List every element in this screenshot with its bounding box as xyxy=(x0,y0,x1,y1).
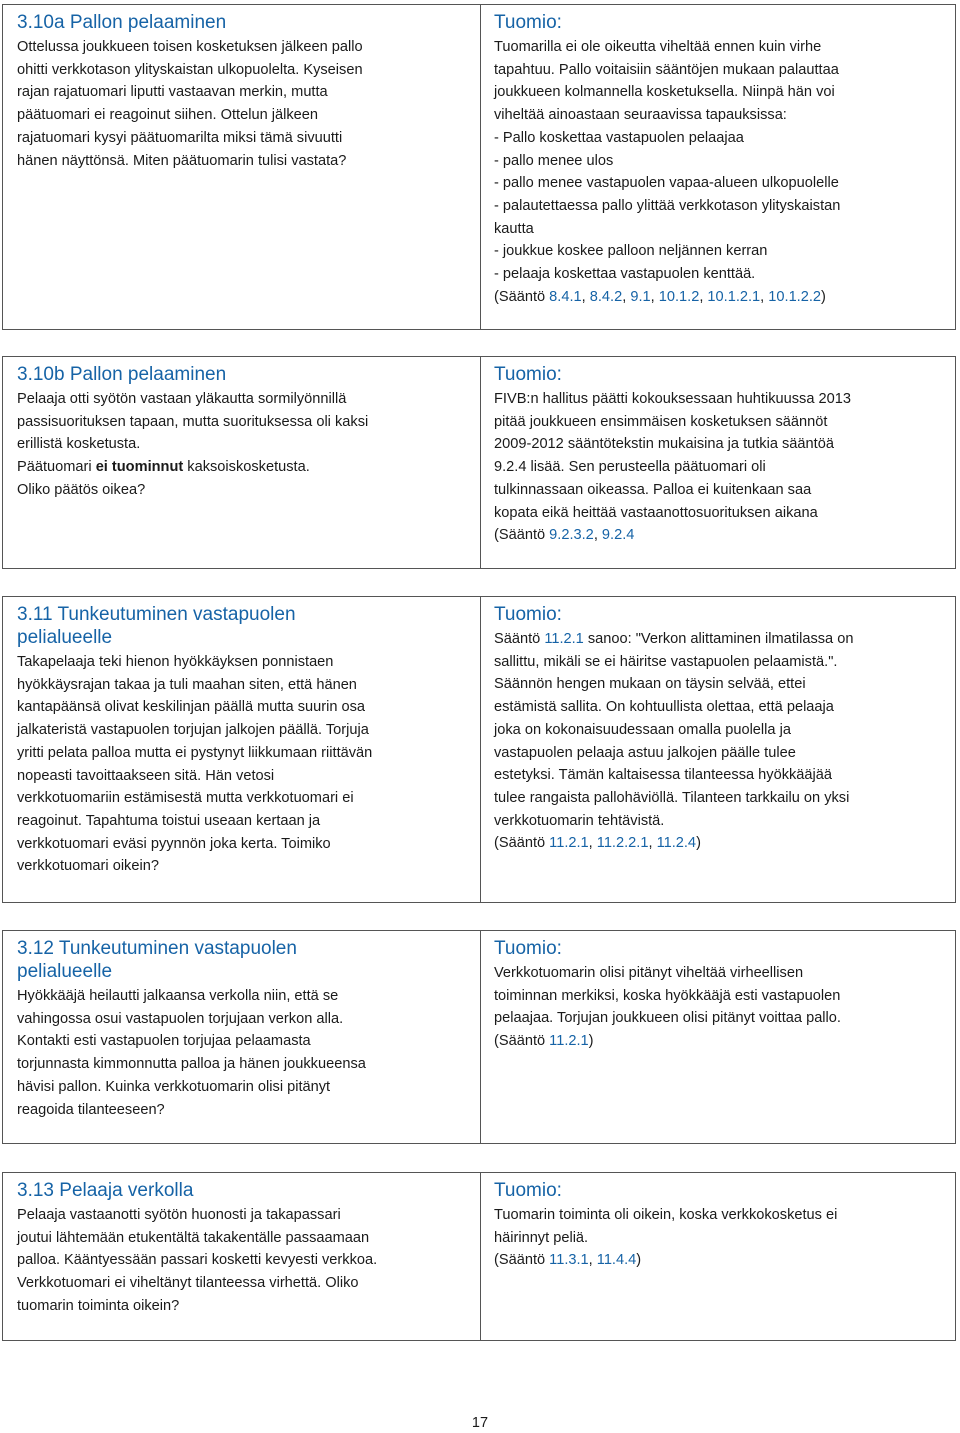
answer-line: 9.2.4 lisää. Sen perusteella päätuomari oli xyxy=(494,459,766,476)
answer-line: Verkkotuomarin olisi pitänyt viheltää virheellisen xyxy=(494,965,804,981)
page-number: 17 xyxy=(471,1415,489,1431)
answer-heading: Tuomio: xyxy=(494,12,562,33)
rule-link: 8.4.2 xyxy=(589,288,623,305)
answer-line: vastapuolen pelaaja astuu jalkojen päälle tulee xyxy=(494,744,796,761)
answer-line: estämistä sallita. On kohtuullista olettaa, että pelaaja xyxy=(494,699,834,716)
question-line: tuomarin toiminta oikein? xyxy=(17,1297,180,1314)
case-number: 3.10a xyxy=(17,12,65,33)
question-column xyxy=(3,1173,481,1340)
answer-line: Tuomarin toiminta oli oikein, koska verkkokosketus ei xyxy=(494,1207,838,1223)
question-line: vahingossa osui vastapuolen torjujaan verkon alla. xyxy=(17,1010,344,1027)
case-3-10b xyxy=(2,356,956,569)
answer-line: joukkueen kolmannella kosketuksella. Niinpä hän voi xyxy=(494,84,835,101)
question-line: Pelaaja otti syötön vastaan yläkautta sormilyönnillä xyxy=(17,391,347,407)
answer-line: 2009-2012 sääntötekstin mukaisina ja tutkia sääntöä xyxy=(494,436,834,453)
rule-link: 11.2.2.1 xyxy=(596,835,649,852)
answer-line: - pallo menee ulos xyxy=(494,152,614,169)
question-line: Verkkotuomari ei viheltänyt tilanteessa virhettä. Oliko xyxy=(17,1275,359,1292)
answer-line: häirinnyt peliä. xyxy=(494,1229,589,1246)
rule-link: 11.2.1 xyxy=(544,631,584,647)
answer-line: pitää joukkueen ensimmäisen kosketuksen säännöt xyxy=(494,413,828,430)
answer-column xyxy=(481,931,955,1143)
answer-line: Sääntö 11.2.1 sanoo: "Verkon alittaminen ilmatilassa on xyxy=(494,631,854,647)
question-line: passisuorituksen tapaan, mutta suorituksessa oli kaksi xyxy=(17,413,369,430)
answer-text xyxy=(494,388,941,547)
question-text xyxy=(17,388,466,502)
rule-link: 9.2.3.2 xyxy=(549,527,594,544)
rule-reference-line: (Sääntö 11.2.1, 11.2.2.1, 11.2.4) xyxy=(494,835,701,852)
case-3-10a xyxy=(2,4,956,330)
question-line: joutui lähtemään etukentältä takakentälle passaamaan xyxy=(17,1229,370,1246)
question-line: Takapelaaja teki hienon hyökkäyksen ponnistaen xyxy=(17,654,334,670)
question-line: hävisi pallon. Kuinka verkkotuomarin olisi pitänyt xyxy=(17,1078,331,1095)
question-line: hyökkäysrajan takaa ja tuli maahan siten, että hänen xyxy=(17,676,357,693)
case-title-text: pelialueelle xyxy=(17,961,113,982)
answer-column xyxy=(481,5,955,329)
question-line: Pelaaja vastaanotti syötön huonosti ja takapassari xyxy=(17,1207,341,1223)
answer-line: - Pallo koskettaa vastapuolen pelaajaa xyxy=(494,129,744,146)
answer-text xyxy=(494,1204,941,1272)
case-title-text: Tunkeutuminen vastapuolen xyxy=(57,604,296,625)
answer-line: Säännön hengen mukaan on täysin selvää, ettei xyxy=(494,676,806,693)
question-line: reagoida tilanteeseen? xyxy=(17,1101,165,1118)
answer-line: verkkotuomarin tehtävistä. xyxy=(494,812,665,829)
answer-column xyxy=(481,357,955,568)
question-column xyxy=(3,597,481,902)
question-line: Oliko päätös oikea? xyxy=(17,481,146,498)
question-line: nopeasti tavoittaakseen sitä. Hän vetosi xyxy=(17,767,275,784)
question-line: jalkateristä vastapuolen torjujan jalkojen päällä. Torjuja xyxy=(17,722,369,739)
question-line: verkkotuomariin estämisestä mutta verkkotuomari ei xyxy=(17,790,354,807)
rule-link: 10.1.2.2 xyxy=(768,288,822,305)
answer-line: tulee rangaista pallohäviöllä. Tilanteen tarkkailu on yksi xyxy=(494,789,850,806)
rule-link: 8.4.1 xyxy=(549,288,582,305)
question-line: Ottelussa joukkueen toisen kosketuksen jälkeen pallo xyxy=(17,39,363,55)
answer-line: viheltää ainoastaan seuraavissa tapauksissa: xyxy=(494,107,787,124)
answer-line: - palautettaessa pallo ylittää verkkotason ylityskaistan xyxy=(494,197,841,214)
case-title-text: Pallon pelaaminen xyxy=(69,12,227,33)
case-number: 3.13 xyxy=(17,1180,54,1201)
answer-heading: Tuomio: xyxy=(494,364,562,385)
rule-link: 11.2.4 xyxy=(656,835,697,852)
question-line: verkkotuomari oikein? xyxy=(17,858,159,875)
rule-link: 9.2.4 xyxy=(601,527,635,544)
question-text xyxy=(17,651,466,878)
question-line: erillistä kosketusta. xyxy=(17,436,141,453)
question-line: torjunnasta kimmonnutta palloa ja hänen joukkueensa xyxy=(17,1056,366,1073)
question-column xyxy=(3,5,481,329)
case-3-12 xyxy=(2,930,956,1144)
case-title-text: Pelaaja verkolla xyxy=(59,1180,194,1201)
question-text xyxy=(17,1204,466,1318)
answer-line: - pallo menee vastapuolen vapaa-alueen ulkopuolelle xyxy=(494,175,839,192)
rule-link: 11.2.1 xyxy=(549,1033,589,1050)
question-line: Kontakti esti vastapuolen torjujaa pelaamasta xyxy=(17,1033,311,1050)
question-line: rajatuomari kysyi päätuomarilta miksi tämä sivuutti xyxy=(17,129,343,146)
answer-line: - joukkue koskee palloon neljännen kerran xyxy=(494,243,768,260)
question-line: rajan rajatuomari liputti vastaavan merkin, mutta xyxy=(17,84,328,101)
question-text xyxy=(17,36,466,172)
answer-line: FIVB:n hallitus päätti kokouksessaan huhtikuussa 2013 xyxy=(494,391,851,407)
case-title-text: pelialueelle xyxy=(17,627,113,648)
rule-link: 11.3.1 xyxy=(549,1252,589,1269)
answer-line: Tuomarilla ei ole oikeutta viheltää ennen kuin virhe xyxy=(494,39,822,55)
question-line: ohitti verkkotason ylityskaistan ulkopuolelta. Kyseisen xyxy=(17,61,363,78)
rule-link: 10.1.2 xyxy=(658,288,700,305)
answer-line: - pelaaja koskettaa vastapuolen kenttää. xyxy=(494,266,756,283)
answer-line: kopata eikä heittää vastaanottosuorituksen aikana xyxy=(494,504,818,521)
emphasis: ei tuominnut xyxy=(95,459,184,476)
answer-text xyxy=(494,628,941,855)
rule-link: 11.4.4 xyxy=(596,1252,637,1269)
case-title-text: Tunkeutuminen vastapuolen xyxy=(58,938,297,959)
question-line: Päätuomari ei tuominnut kaksoiskosketusta. xyxy=(17,459,310,476)
rule-reference-line: (Sääntö 11.3.1, 11.4.4) xyxy=(494,1252,642,1269)
rule-reference-line: (Sääntö 9.2.3.2, 9.2.4 xyxy=(494,527,635,544)
case-3-13 xyxy=(2,1172,956,1341)
question-line: päätuomari ei reagoinut siihen. Ottelun jälkeen xyxy=(17,107,318,124)
question-line: Hyökkääjä heilautti jalkaansa verkolla niin, että se xyxy=(17,988,339,1004)
case-number: 3.11 xyxy=(17,604,53,625)
answer-text xyxy=(494,962,941,1053)
answer-line: kautta xyxy=(494,220,534,237)
rule-reference-line: (Sääntö 11.2.1) xyxy=(494,1033,594,1050)
rule-link: 11.2.1 xyxy=(549,835,589,852)
case-title xyxy=(17,1179,466,1202)
question-line: verkkotuomari eväsi pyynnön joka kerta. Toimiko xyxy=(17,835,331,852)
answer-line: estetyksi. Tämän kaltaisessa tilanteessa hyökkääjää xyxy=(494,767,832,784)
question-column xyxy=(3,357,481,568)
case-number: 3.10b xyxy=(17,364,65,385)
answer-heading: Tuomio: xyxy=(494,1180,562,1201)
case-title xyxy=(17,937,466,983)
answer-line: tapahtuu. Pallo voitaisiin sääntöjen mukaan palauttaa xyxy=(494,61,839,78)
case-number: 3.12 xyxy=(17,938,54,959)
rule-link: 10.1.2.1 xyxy=(707,288,761,305)
answer-column xyxy=(481,1173,955,1340)
answer-line: joka on kokonaisuudessaan omalla puolella ja xyxy=(494,721,791,738)
case-title-text: Pallon pelaaminen xyxy=(69,364,227,385)
rule-link: 9.1 xyxy=(630,288,651,305)
question-line: hänen näyttönsä. Miten päätuomarin tulisi vastata? xyxy=(17,152,347,169)
answer-heading: Tuomio: xyxy=(494,604,562,625)
question-column xyxy=(3,931,481,1143)
answer-line: tulkinnassaan oikeassa. Palloa ei kuitenkaan saa xyxy=(494,481,812,498)
question-line: yritti pelata palloa mutta ei pystynyt liikkumaan riittävän xyxy=(17,744,373,761)
answer-heading: Tuomio: xyxy=(494,938,562,959)
case-3-11 xyxy=(2,596,956,903)
answer-line: toiminnan merkiksi, koska hyökkääjä esti vastapuolen xyxy=(494,987,841,1004)
rule-reference-line: (Sääntö 8.4.1, 8.4.2, 9.1, 10.1.2, 10.1.2.1, 10.1.2.2) xyxy=(494,288,826,305)
answer-text xyxy=(494,36,941,308)
question-line: kantapäänsä olivat keskilinjan päällä mutta suurin osa xyxy=(17,699,366,716)
question-line: palloa. Kääntyessään passari kosketti kevyesti verkkoa. xyxy=(17,1252,378,1269)
case-title xyxy=(17,603,466,649)
question-line: reagoinut. Tapahtuma toistui useaan kertaan ja xyxy=(17,812,321,829)
answer-column xyxy=(481,597,955,902)
case-title xyxy=(17,363,466,386)
question-text xyxy=(17,985,466,1121)
answer-line: pelaajaa. Torjujan joukkueen olisi pitänyt voittaa pallo. xyxy=(494,1010,841,1027)
answer-line: sallittu, mikäli se ei häiritse vastapuolen pelaamistä.". xyxy=(494,653,838,670)
case-title xyxy=(17,11,466,34)
